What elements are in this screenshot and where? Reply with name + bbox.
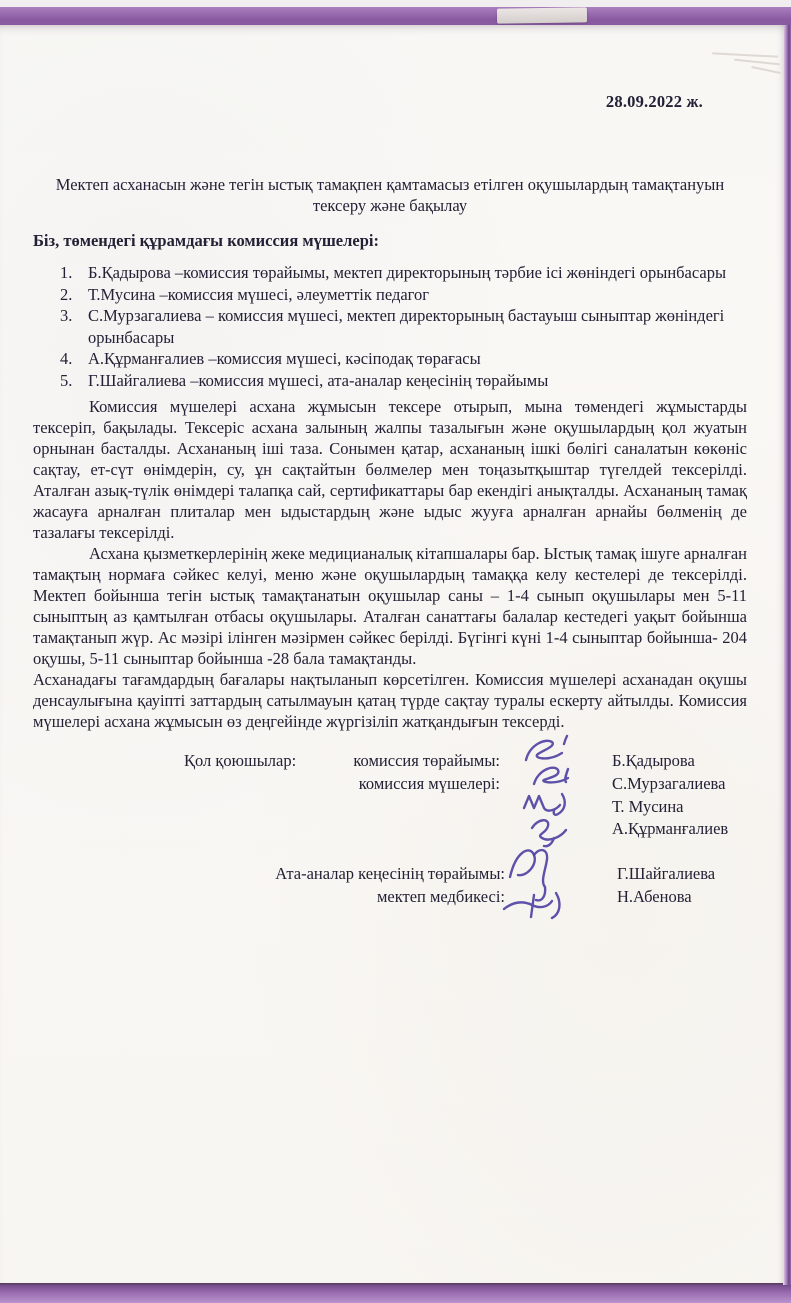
folder-edge-right <box>783 25 791 1285</box>
signatory-name: С.Мурзагалиева <box>612 773 726 793</box>
list-number: 4. <box>60 349 73 368</box>
document-title-line2: тексеру және бақылау <box>312 196 468 215</box>
folder-spine-bottom <box>0 1282 791 1303</box>
document-date: 28.09.2022 ж. <box>605 92 703 111</box>
signature-roles-block2 <box>235 863 505 908</box>
folder-spine-top <box>0 7 791 27</box>
signatory-name: Н.Абенова <box>617 886 692 906</box>
role-commission-members: комиссия мүшелері: <box>358 773 500 793</box>
document-title-line1: Мектеп асханасын және тегін ыстық тамақпен қамтамасыз етілген оқушылардың тамақтануын <box>55 175 725 194</box>
list-number: 5. <box>60 370 73 390</box>
signature-ink-cluster-1 <box>520 736 615 848</box>
role-commission-chair: комиссия төрайымы: <box>353 751 500 770</box>
document-title <box>32 174 748 216</box>
list-item <box>33 262 745 284</box>
role-parents-council-chair: Ата-аналар кеңесінің төрайымы: <box>275 864 505 883</box>
signatory-name: Б.Қадырова <box>612 751 695 770</box>
list-number: 1. <box>60 263 73 282</box>
commission-heading: Біз, төмендегі құрамдағы комиссия мүшелері: <box>33 231 379 250</box>
list-number: 2. <box>60 284 73 304</box>
commission-members-list <box>33 262 745 391</box>
tape-sticker <box>497 7 587 23</box>
list-item <box>33 284 745 306</box>
signature-names-block1 <box>612 750 728 841</box>
signatory-name: А.Құрманғалиев <box>612 819 729 839</box>
list-item-text: А.Құрманғалиев –комиссия мүшесі, кәсіподақ төрағасы <box>88 349 481 368</box>
list-item <box>33 305 745 348</box>
list-item-text: Т.Мусина –комиссия мүшесі, әлеуметтік педагог <box>88 284 430 304</box>
signatories-label: Қол қоюшылар: <box>184 751 297 770</box>
list-item <box>33 370 745 392</box>
signature-names-block2 <box>617 863 715 909</box>
list-number: 3. <box>60 306 73 325</box>
signatory-name: Т. Мусина <box>612 796 684 816</box>
list-item-text: Г.Шайгалиева –комиссия мүшесі, ата-аналар кеңесінің төрайымы <box>88 370 549 390</box>
sheet-stack-edge <box>712 52 778 57</box>
report-body <box>33 396 747 732</box>
report-paragraph: Комиссия мүшелері асхана жұмысын тексере отырып, мына төмендегі жұмыстарды тексеріп, бақылады. Тексеріс асхана залының жалпы тазалығын және оқушылардың қол жуатын орнынан басталды. Асхананың іші таза. Сонымен қатар, асхананың ішкі бөлігі саналатын көкөніс сақтау, ет-сүт өнімдерін, су, ұн сақтайтын бөлмелер мен тоңазытқыштар түгелдей тексерілді. Аталған азық-түлік өнімдері талапқа сай, сертификаттары бар екендігі анықталды. Асхананың тамақ жасауға арналған плиталар мен ыдыстардың және ыдыс жууға арналған арнайы бөлменің де тазалағы тексерілді. <box>33 397 747 542</box>
sheet-stack-edge <box>751 66 781 74</box>
list-item-text: Б.Қадырова –комиссия төрайымы, мектеп директорының тәрбие ісі жөніндегі орынбасары <box>88 263 727 282</box>
role-school-nurse: мектеп медбикесі: <box>376 886 505 906</box>
signature-roles-block1 <box>290 750 500 795</box>
signature-ink-cluster-2 <box>496 843 596 925</box>
document-sheet <box>0 25 784 1283</box>
report-paragraph: Асхана қызметкерлерінің жеке медицианалық кітапшалары бар. Ыстық тамақ ішуге арналған тамақтың нормаға сәйкес келуі, меню және оқушылардың тамаққа келу кестелері де тексерілді. Мектеп бойынша тегін ыстық тамақтанатын оқушылар саны – 1-4 сынып оқушылары мен 5-11 сыныптың аз қамтылған отбасы оқушылары. Аталған санаттағы балалар кестедегі уақыт бойынша тамақтанып жүр. Ас мәзірі ілінген мәзірмен сәйкес берілді. Бүгінгі күні 1-4 сыныптар бойынша- 204 оқушы, 5-11 сыныптар бойынша -28 бала тамақтанды. <box>33 544 748 668</box>
list-item-text: С.Мурзагалиева – комиссия мүшесі, мектеп директорының бастауыш сыныптар жөніндегі орынбасары <box>88 306 725 347</box>
list-item <box>33 348 745 370</box>
sheet-stack-edge <box>734 59 780 66</box>
signatory-name: Г.Шайгалиева <box>617 864 716 883</box>
report-paragraph: Асханадағы тағамдардың бағалары нақтыланып көрсетілген. Комиссия мүшелері асханадан оқушы денсаулығына қауіпті заттардың сатылмауын қатаң түрде сақтау туралы ескерту айтылды. Комиссия мүшелері асхана жұмысын өз деңгейінде жүргізіліп жатқандығын тексерді. <box>33 670 747 731</box>
